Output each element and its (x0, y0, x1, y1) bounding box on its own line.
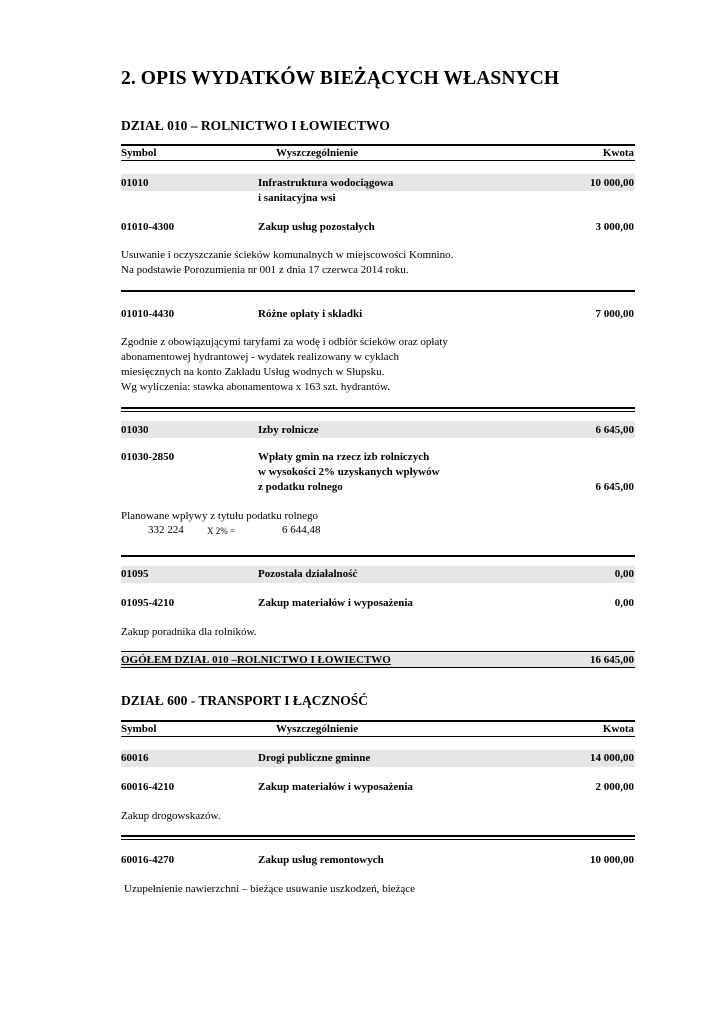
row-name: Pozostała działalność (258, 568, 358, 580)
row-note: miesięcznych na konto Zakładu Usług wodnych w Słupsku. (121, 366, 385, 378)
row-amount: 0,00 (614, 568, 634, 580)
row-note: Zgodnie z obowiązującymi taryfami za wodę i odbiór ścieków oraz opłaty (121, 336, 448, 348)
row-name: Wpłaty gmin na rzecz izb rolniczych (258, 451, 430, 463)
row-symbol: 01095 (121, 568, 149, 580)
row-amount: 10 000,00 (590, 854, 634, 866)
section-heading-010: DZIAŁ 010 – ROLNICTWO I ŁOWIECTWO (121, 118, 390, 133)
column-header-description: Wyszczególnienie (276, 147, 359, 159)
row-symbol: 60016-4210 (121, 781, 175, 793)
divider (121, 555, 635, 557)
divider (121, 411, 635, 412)
row-name: Infrastruktura wodociągowa (258, 177, 394, 189)
row-note: Zakup poradnika dla rolników. (121, 626, 257, 638)
row-note: Wg wyliczenia: stawka abonamentowa x 163 szt. hydrantów. (121, 381, 391, 393)
column-header-symbol: Symbol (121, 147, 157, 159)
row-name: Drogi publiczne gminne (258, 752, 371, 764)
row-symbol: 01095-4210 (121, 597, 175, 609)
total-rule-bottom (121, 667, 635, 668)
divider (121, 839, 635, 840)
row-name-cont: z podatku rolnego (258, 481, 343, 493)
total-rule-top (121, 651, 635, 652)
row-amount: 0,00 (614, 597, 634, 609)
row-name: Różne opłaty i skladki (258, 308, 363, 320)
calc-base: 332 224 (148, 524, 184, 536)
row-amount: 7 000,00 (595, 308, 634, 320)
column-header-amount: Kwota (602, 147, 634, 159)
row-symbol: 60016-4270 (121, 854, 175, 866)
divider (121, 290, 635, 292)
row-symbol: 01010-4300 (121, 221, 175, 233)
row-note: Zakup drogowskazów. (121, 810, 221, 822)
table-header-rule (121, 720, 635, 722)
row-amount: 6 645,00 (595, 481, 634, 493)
table-header-rule (121, 144, 635, 146)
row-amount: 10 000,00 (590, 177, 634, 189)
divider (121, 835, 635, 837)
row-name: Zakup usług remontowych (258, 854, 384, 866)
column-header-symbol: Symbol (121, 723, 157, 735)
row-name: Zakup materiałów i wyposażenia (258, 597, 413, 609)
section-heading-600: DZIAŁ 600 - TRANSPORT I ŁĄCZNOŚĆ (121, 693, 368, 708)
row-name: Zakup usług pozostałych (258, 221, 375, 233)
row-amount: 14 000,00 (590, 752, 634, 764)
page-title: 2. OPIS WYDATKÓW BIEŻĄCYCH WŁASNYCH (121, 68, 560, 89)
row-amount: 6 645,00 (595, 424, 634, 436)
row-symbol: 60016 (121, 752, 149, 764)
row-name-cont: i sanitacyjna wsi (258, 192, 336, 204)
divider (121, 407, 635, 409)
table-header-rule-bottom (121, 736, 635, 737)
row-name: Zakup materiałów i wyposażenia (258, 781, 413, 793)
row-name-cont: w wysokości 2% uzyskanych wpływów (258, 466, 440, 478)
row-amount: 2 000,00 (595, 781, 634, 793)
calc-operator: X 2% = (207, 526, 236, 536)
row-note: Usuwanie i oczyszczanie ścieków komunalnych w miejscowości Komnino. (121, 249, 454, 261)
row-note: Na podstawie Porozumienia nr 001 z dnia 17 czerwca 2014 roku. (121, 264, 409, 276)
row-note: Planowane wpływy z tytułu podatku rolnego (121, 510, 319, 522)
row-name: Izby rolnicze (258, 424, 319, 436)
row-note: abonamentowej hydrantowej - wydatek realizowany w cyklach (121, 351, 399, 363)
section-total-amount: 16 645,00 (590, 654, 634, 666)
row-symbol: 01030-2850 (121, 451, 175, 463)
calc-result: 6 644,48 (282, 524, 321, 536)
column-header-description: Wyszczególnienie (276, 723, 359, 735)
column-header-amount: Kwota (602, 723, 634, 735)
section-total-label: OGÓŁEM DZIAŁ 010 –ROLNICTWO I ŁOWIECTWO (121, 654, 391, 666)
table-header-rule-bottom (121, 160, 635, 161)
row-symbol: 01010 (121, 177, 149, 189)
row-amount: 3 000,00 (595, 221, 634, 233)
row-symbol: 01030 (121, 424, 149, 436)
row-note: Uzupełnienie nawierzchni – bieżące usuwanie uszkodzeń, bieżące (124, 883, 416, 895)
row-symbol: 01010-4430 (121, 308, 175, 320)
